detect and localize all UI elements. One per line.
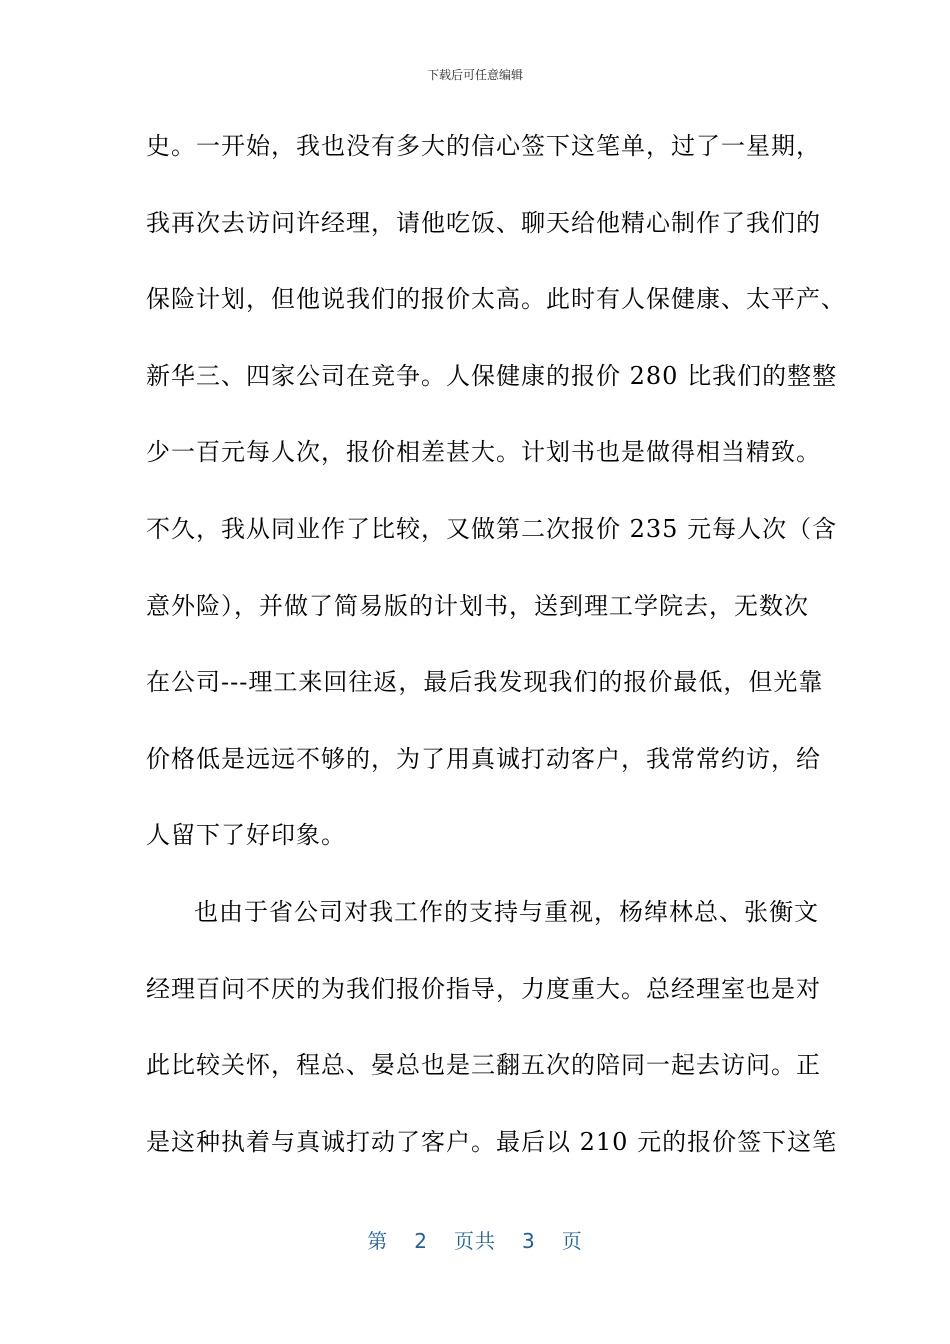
current-page-number: 2 [414,1229,428,1253]
document-body [146,128,846,1200]
text-line: 也由于省公司对我工作的支持与重视，杨绰林总、张衡文 [194,897,819,926]
text-line: 人留下了好印象。 [146,821,346,850]
header-note: 下载后可任意编辑 [426,68,523,82]
page-label-suffix: 页 [561,1229,583,1253]
paragraph-2 [146,894,838,1200]
text-line: 在公司---理工来回往返，最后我发现我们的报价最低，但光靠 [146,668,824,697]
text-line: 我再次去访问许经理，请他吃饭、聊天给他精心制作了我们的 [146,208,821,237]
text-line: 少一百元每人次，报价相差甚大。计划书也是做得相当精致。 [146,438,821,467]
text-line: 价格低是远远不够的，为了用真诚打动客户，我常常约访，给 [146,744,821,773]
text-line: 不久，我从同业作了比较，又做第二次报价 235 元每人次（含 [146,514,838,543]
text-line: 是这种执着与真诚打动了客户。最后以 210 元的报价签下这笔 [146,1127,838,1156]
text-line: 新华三、四家公司在竞争。人保健康的报价 280 比我们的整整 [146,361,838,390]
text-line: 史。一开始，我也没有多大的信心签下这笔单，过了一星期， [146,132,821,160]
text-line: 此比较关怀，程总、晏总也是三翻五次的陪同一起去访问。正 [146,1051,821,1080]
page-label-mid: 页共 [454,1229,496,1253]
text-line: 意外险），并做了简易版的计划书，送到理工学院去，无数次 [146,591,809,620]
page-label-prefix: 第 [367,1229,389,1253]
total-pages-number: 3 [522,1229,536,1253]
paragraph-1 [146,128,846,894]
page-footer [0,1225,950,1254]
text-line: 经理百问不厌的为我们报价指导，力度重大。总经理室也是对 [146,974,821,1003]
text-line: 保险计划，但他说我们的报价太高。此时有人保健康、太平产、 [146,285,846,314]
